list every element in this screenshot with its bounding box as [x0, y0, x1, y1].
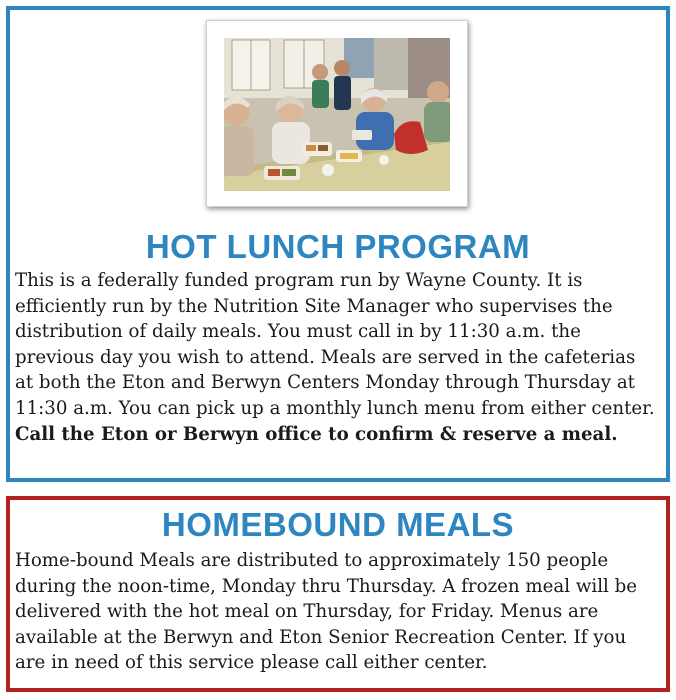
hot-lunch-heading: HOT LUNCH PROGRAM [145, 228, 531, 265]
hot-lunch-description [15, 268, 655, 447]
hot-lunch-section [6, 6, 670, 482]
homebound-meals-section [6, 496, 670, 692]
lunch-photo-image [224, 38, 450, 191]
homebound-description: Home-bound Meals are distributed to approximately 150 people during the noon-time, Monday thru Thursday. A frozen meal will be delivered with the hot meal on Thursday, for Friday. Menus are available at the Berwyn and Eton Senior Recreation Center. If you are in need of this service please call either center. [15, 550, 638, 674]
lunch-photo [206, 20, 468, 207]
hot-lunch-body: This is a federally funded program run by Wayne County. It is efficiently run by the Nutrition Site Manager who supervises the distribution of daily meals. You must call in by 11:30 a.m. the previous day you wish to attend. Meals are served in the cafeterias at both the Eton and Berwyn Centers Monday through Thursday at 11:30 a.m. You can pick up a monthly lunch menu from either center. [15, 270, 655, 419]
homebound-heading: HOMEBOUND MEALS [161, 506, 515, 543]
hot-lunch-call-to-action: Call the Eton or Berwyn office to confirm & reserve a meal. [15, 423, 618, 445]
